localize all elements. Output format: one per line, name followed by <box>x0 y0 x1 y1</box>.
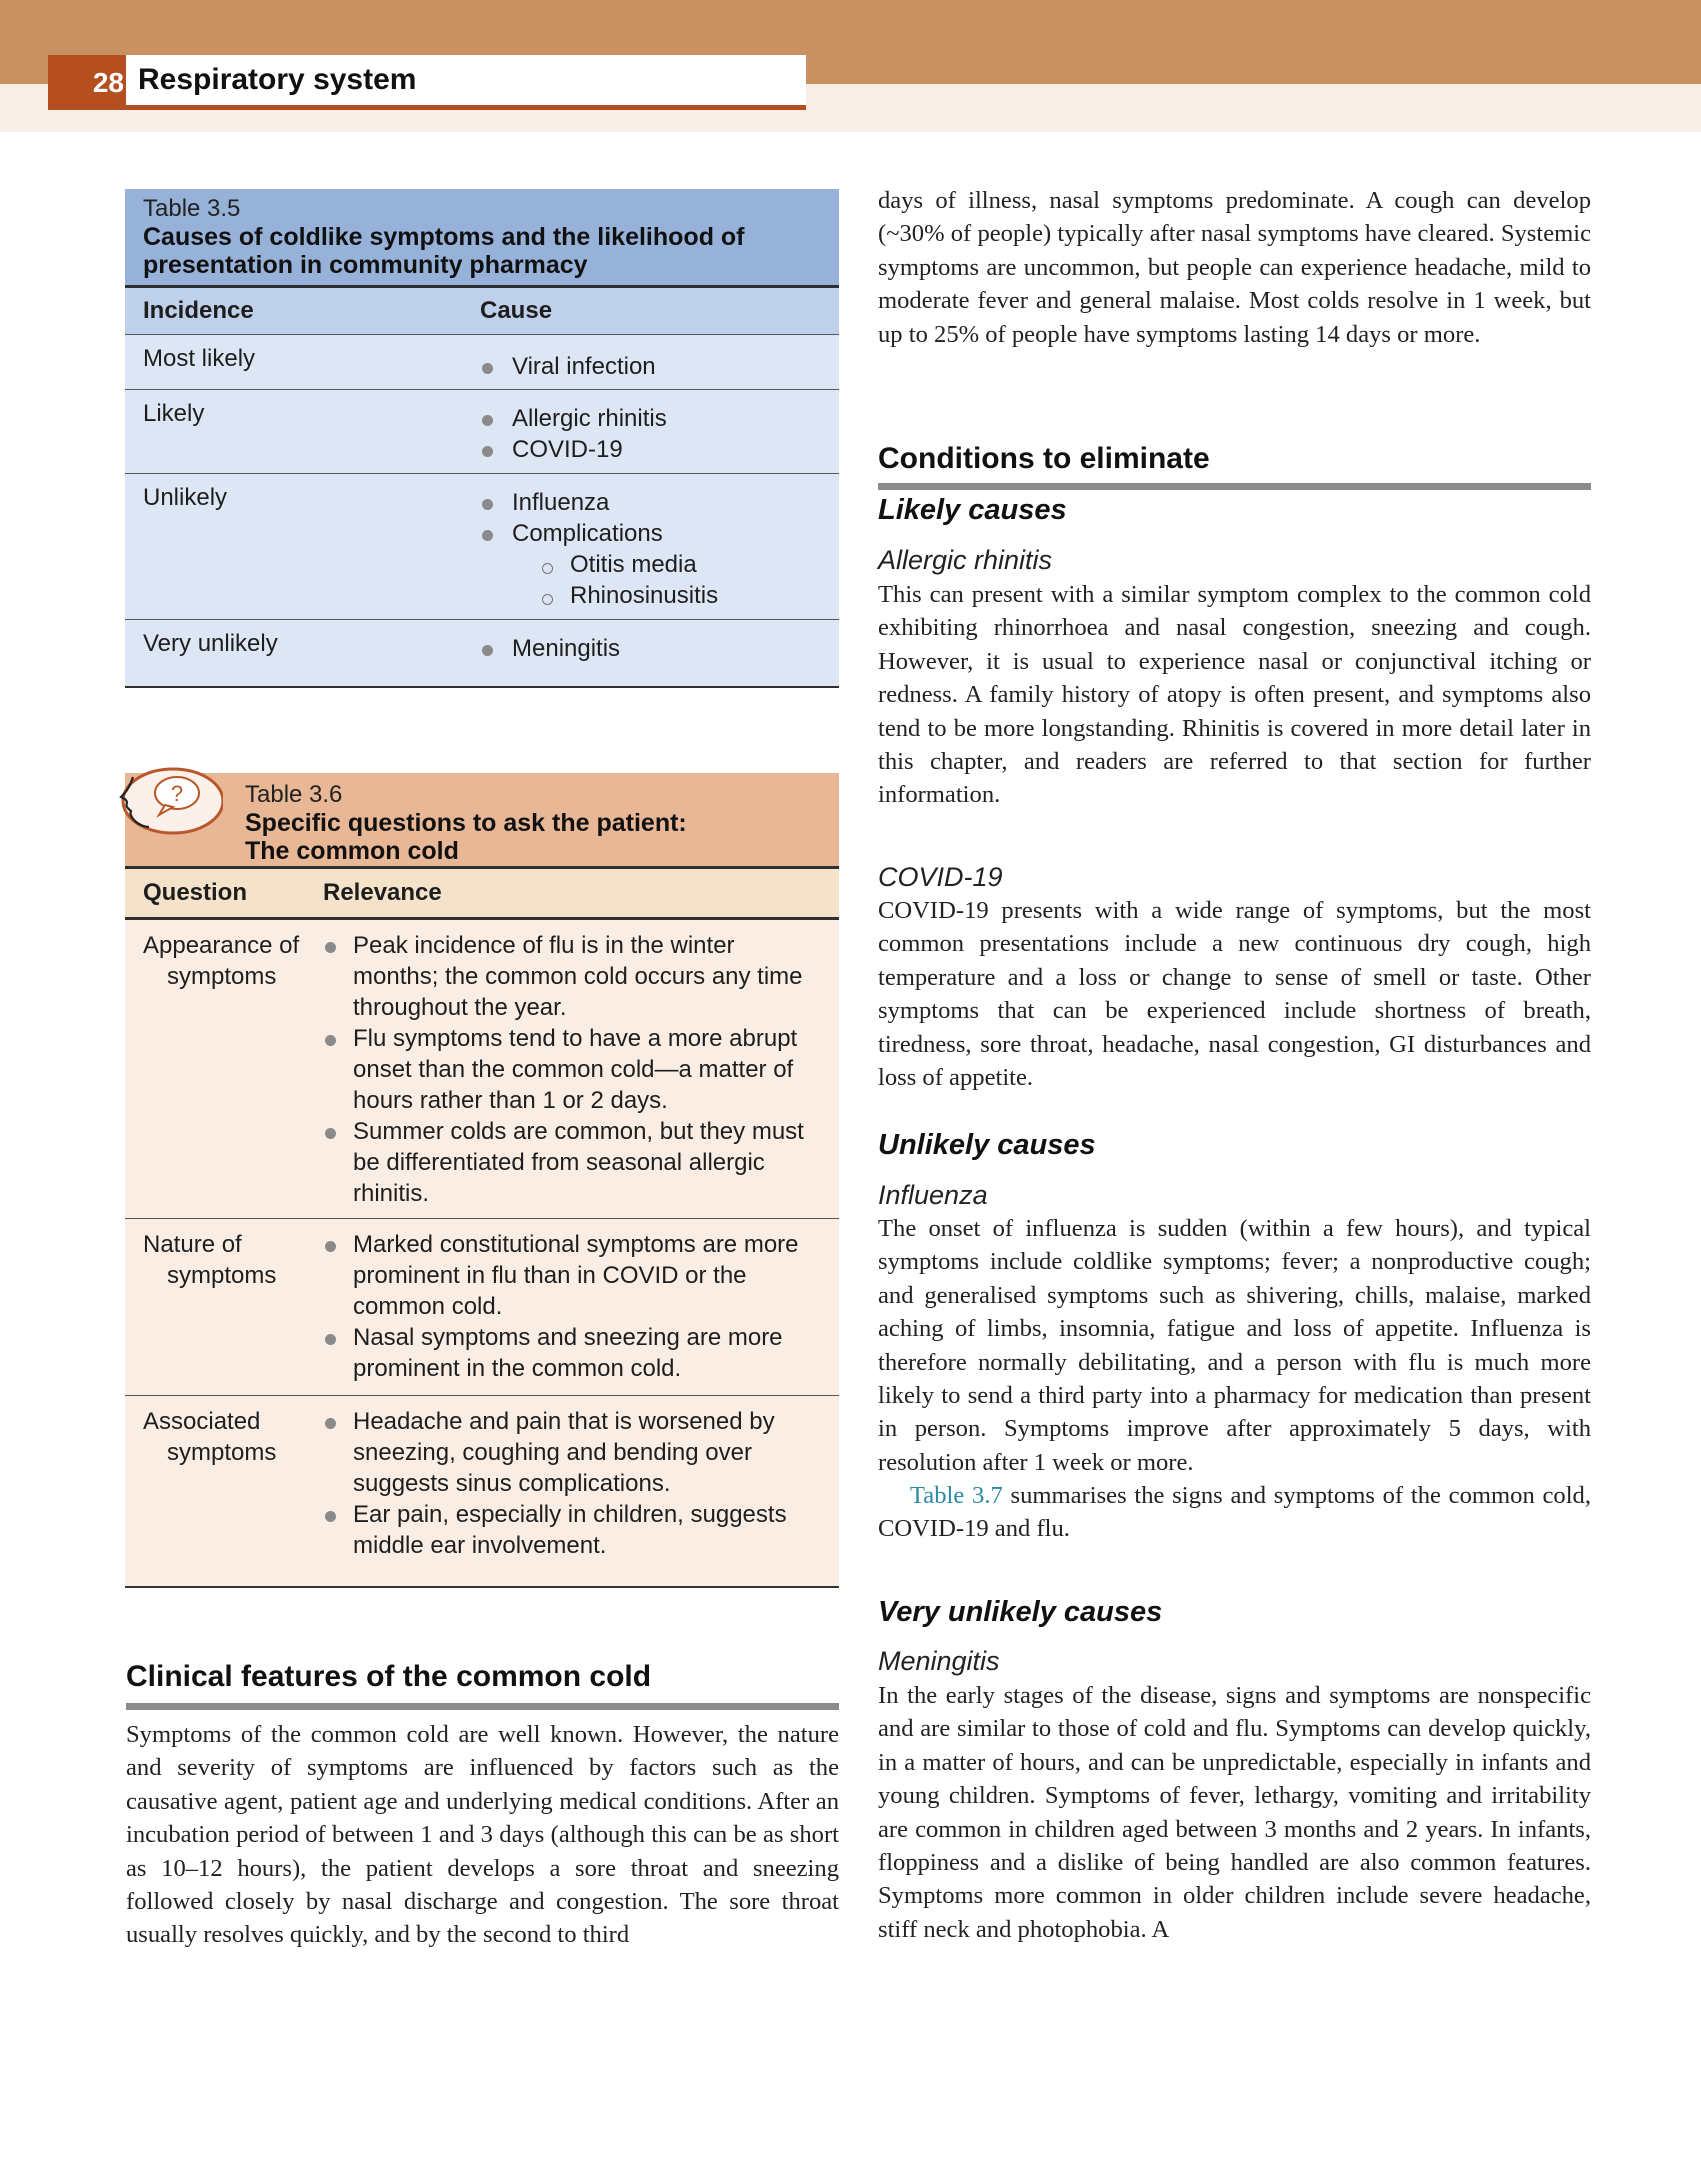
heading-unlikely-causes: Unlikely causes <box>878 1129 1096 1161</box>
relevance-item: Nasal symptoms and sneezing are more prominent in the common cold. <box>323 1322 823 1384</box>
column-header-question: Question <box>143 879 248 906</box>
cause-item: Complications Otitis media Rhinosinusitis <box>480 518 839 611</box>
chapter-title: Respiratory system <box>126 55 806 110</box>
subcause-item: Otitis media <box>540 549 839 580</box>
table-row <box>125 620 839 688</box>
cause-item: Allergic rhinitis <box>480 403 839 434</box>
table-label: Table 3.6 <box>245 781 343 808</box>
table-caption-line2: The common cold <box>245 837 459 865</box>
question-speech-icon <box>115 767 223 841</box>
incidence-cell: Very unlikely <box>143 630 278 657</box>
relevance-item: Peak incidence of flu is in the winter months; the common cold occurs any time throughout the year. <box>323 930 823 1023</box>
question-cell: Nature of symptoms <box>143 1231 277 1289</box>
meningitis-paragraph: In the early stages of the disease, signs and symptoms are nonspecific and are similar to those of cold and flu. Symptoms can develop quickly, in a matter of hours, and can be unpredictable, especially in infants and young children. Symptoms of fever, lethargy, vomiting and irritability are common in children aged between 3 months and 2 years. In infants, floppiness and a dislike of being handled are also common features. Symptoms more common in older children include severe headache, stiff neck and photophobia. A <box>878 1682 1591 1943</box>
column-header-incidence: Incidence <box>143 297 254 324</box>
question-cell: Appearance of symptoms <box>143 932 300 990</box>
heading-influenza: Influenza <box>878 1180 988 1210</box>
relevance-item: Flu symptoms tend to have a more abrupt onset than the common cold—a matter of hours rather than 1 or 2 days. <box>323 1023 823 1116</box>
table-row <box>125 390 839 474</box>
heading-very-unlikely-causes: Very unlikely causes <box>878 1596 1163 1628</box>
influenza-paragraph: The onset of influenza is sudden (within a few hours), and typical symptoms include coldlike symptoms; fever; a nonproductive cough; and generalised symptoms such as shivering, chills, malaise, marked aching of limbs, insomnia, fatigue and loss of appetite. Influenza is therefore normally debilitating, and a person with flu is much more likely to send a third party into a pharmacy for medication than present in person. Symptoms improve after approximately 5 days, with resolution after 1 week or more. <box>878 1215 1591 1476</box>
table-row <box>125 1396 839 1588</box>
relevance-item: Marked constitutional symptoms are more prominent in flu than in COVID or the common cold. <box>323 1229 823 1322</box>
clinical-features-paragraph: Symptoms of the common cold are well known. However, the nature and severity of symptoms are influenced by factors such as the causative agent, patient age and underlying medical conditions. After an incubation period of between 1 and 3 days (although this can be as short as 10–12 hours), the patient develops a sore throat and sneezing followed closely by nasal discharge and congestion. The sore throat usually resolves quickly, and by the second to third <box>126 1721 839 1949</box>
page-number: 28 <box>48 55 126 110</box>
table-column-headers <box>125 869 839 920</box>
cause-item: Influenza <box>480 487 839 518</box>
table-3-6 <box>125 773 839 1588</box>
column-header-cause: Cause <box>480 297 553 324</box>
table-row <box>125 335 839 390</box>
svg-text:?: ? <box>170 781 184 806</box>
heading-meningitis: Meningitis <box>878 1646 1000 1676</box>
table-caption: Causes of coldlike symptoms and the likelihood of presentation in community pharmacy <box>143 223 745 279</box>
table-3-5 <box>125 189 839 688</box>
relevance-item: Summer colds are common, but they must be differentiated from seasonal allergic rhinitis. <box>323 1116 823 1209</box>
incidence-cell: Unlikely <box>143 484 228 511</box>
heading-covid-19: COVID-19 <box>878 862 1003 892</box>
cause-item: COVID-19 <box>480 434 839 465</box>
section-rule <box>126 1703 839 1710</box>
table-3-7-link[interactable]: Table 3.7 <box>910 1482 1003 1509</box>
relevance-item: Ear pain, especially in children, suggests middle ear involvement. <box>323 1499 823 1561</box>
section-heading-conditions: Conditions to eliminate <box>878 442 1210 475</box>
subcause-item: Rhinosinusitis <box>540 580 839 611</box>
section-heading-clinical-features: Clinical features of the common cold <box>126 1660 652 1693</box>
incidence-cell: Likely <box>143 400 205 427</box>
heading-allergic-rhinitis: Allergic rhinitis <box>878 545 1053 575</box>
incidence-cell: Most likely <box>143 345 256 372</box>
table-row <box>125 1219 839 1396</box>
table-label: Table 3.5 <box>143 195 241 222</box>
table-reference-paragraph: Table 3.7 summarises the signs and symptoms of the common cold, COVID-19 and flu. <box>878 1482 1591 1543</box>
allergic-rhinitis-paragraph: This can present with a similar symptom complex to the common cold exhibiting rhinorrhoea and nasal congestion, sneezing and cough. However, it is usual to experience nasal or conjunctival itching or redness. A family history of atopy is often present, and symptoms also tend to be more longstanding. Rhinitis is covered in more detail later in this chapter, and readers are referred to that section for further information. <box>878 581 1591 809</box>
cause-item: Viral infection <box>480 351 839 382</box>
question-cell: Associated symptoms <box>143 1408 277 1466</box>
table-row <box>125 920 839 1219</box>
table-row <box>125 474 839 620</box>
running-header <box>48 55 806 110</box>
intro-paragraph: days of illness, nasal symptoms predominate. A cough can develop (~30% of people) typically after nasal symptoms have cleared. Systemic symptoms are uncommon, but people can experience headache, mild to moderate fever and general malaise. Most colds resolve in 1 week, but up to 25% of people have symptoms lasting 14 days or more. <box>878 187 1591 348</box>
table-column-headers <box>125 288 839 335</box>
heading-likely-causes: Likely causes <box>878 494 1067 526</box>
table-caption-line1: Specific questions to ask the patient: <box>245 809 687 837</box>
section-rule <box>878 483 1591 490</box>
covid-19-paragraph: COVID-19 presents with a wide range of symptoms, but the most common presentations include a new continuous dry cough, high temperature and a loss or change to sense of smell or taste. Other symptoms that can be experienced include shortness of breath, tiredness, sore throat, headache, nasal congestion, GI disturbances and loss of appetite. <box>878 897 1591 1092</box>
table-3-5-header <box>125 189 839 288</box>
cause-item: Meningitis <box>480 633 839 664</box>
column-header-relevance: Relevance <box>323 879 442 906</box>
relevance-item: Headache and pain that is worsened by sneezing, coughing and bending over suggests sinus complications. <box>323 1406 823 1499</box>
table-3-6-header <box>125 773 839 869</box>
